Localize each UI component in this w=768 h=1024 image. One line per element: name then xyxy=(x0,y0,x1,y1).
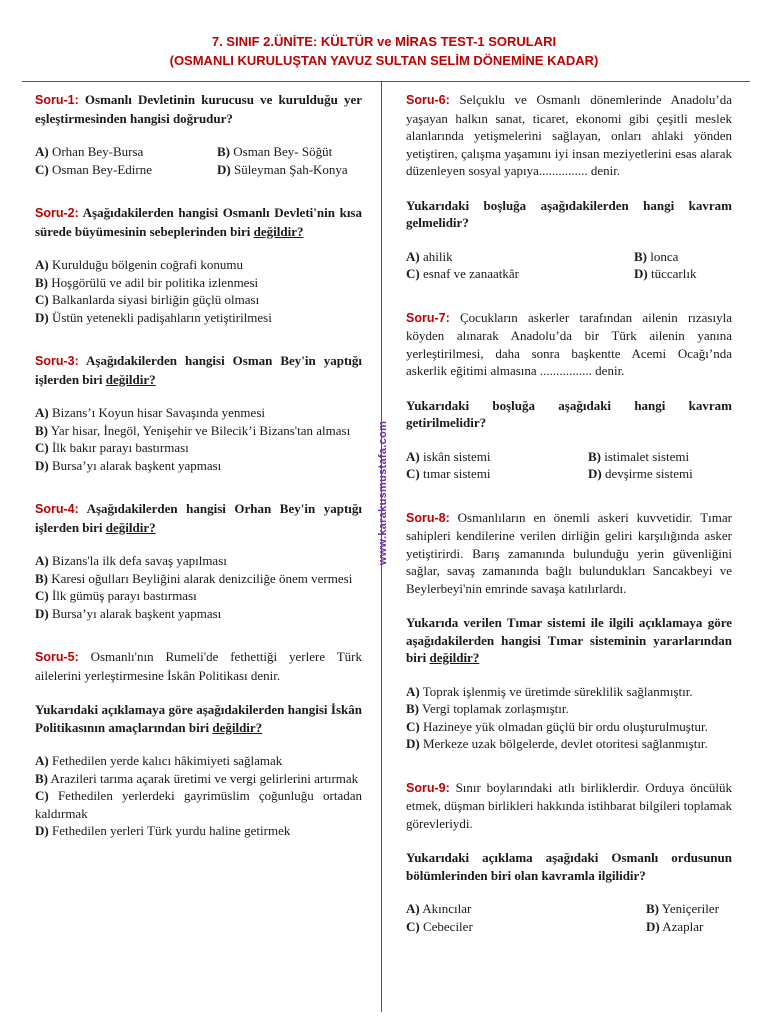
option-text: Azaplar xyxy=(659,918,704,934)
question-label: Soru-6: xyxy=(406,93,450,107)
option-text: Osman Bey-Edirne xyxy=(48,161,152,177)
option-c[interactable] xyxy=(35,439,362,457)
question-prompt: Yukarıda verilen Tımar sistemi ile ilgili açıklamaya göre aşağıdakilerden hangisi Tımar sisteminin yararlarından biri xyxy=(406,615,732,665)
option-letter: B) xyxy=(634,248,647,264)
option-text: Kurulduğu bölgenin coğrafi konumu xyxy=(48,257,243,272)
option-text: Fethedilen yerde kalıcı hâkimiyeti sağlamak xyxy=(48,753,283,768)
option-text: Balkanlarda siyasi birliğin güçlü olması xyxy=(48,292,260,307)
right-column xyxy=(406,91,732,945)
option-letter: B) xyxy=(646,901,659,916)
option-text: Arazileri tarıma açarak üretimi ve vergi gelirlerini artırmak xyxy=(48,770,359,786)
question-1-text xyxy=(35,91,362,127)
question-9-text xyxy=(406,779,732,833)
watermark-text: www.karakusmustafa.com xyxy=(377,420,390,565)
option-a[interactable] xyxy=(406,448,588,466)
option-letter: C) xyxy=(35,161,49,177)
option-letter: A) xyxy=(35,753,49,768)
option-text: Bizans’ı Koyun hisar Savaşında yenmesi xyxy=(48,405,265,420)
option-b[interactable] xyxy=(588,448,732,466)
option-text: Toprak işlenmiş ve üretimde süreklilik sağlanmıştır. xyxy=(419,683,693,699)
option-letter: D) xyxy=(646,918,660,934)
option-c[interactable] xyxy=(35,161,217,179)
option-b[interactable] xyxy=(646,900,732,918)
answer-options xyxy=(35,143,362,178)
option-letter: D) xyxy=(588,466,602,481)
option-text: İlk gümüş parayı bastırması xyxy=(48,588,197,603)
question-label: Soru-7: xyxy=(406,310,450,325)
option-d[interactable] xyxy=(35,605,362,623)
option-a[interactable] xyxy=(406,683,732,701)
option-text: Bizans'la ilk defa savaş yapılması xyxy=(48,553,227,568)
option-letter: A) xyxy=(35,144,49,159)
option-text: Merkeze uzak bölgelerde, devlet otoritesi sağlanmıştır. xyxy=(419,736,708,751)
option-letter: A) xyxy=(406,901,420,916)
option-letter: B) xyxy=(35,570,48,586)
question-6 xyxy=(406,91,732,283)
answer-options xyxy=(406,683,732,753)
question-stem: Osmanlı Devletinin kurucusu ve kurulduğu yer eşleştirmesinden hangisi doğrudur? xyxy=(35,92,362,126)
option-text: devşirme sistemi xyxy=(601,466,693,481)
option-letter: B) xyxy=(35,422,48,438)
option-letter: A) xyxy=(406,248,420,264)
option-letter: D) xyxy=(35,605,49,621)
question-8 xyxy=(406,509,732,753)
option-letter: A) xyxy=(406,683,420,699)
question-prompt: Yukarıdaki açıklamaya göre aşağıdakilerden hangisi İskân Politikasının amaçlarından biri xyxy=(35,702,362,735)
option-d[interactable] xyxy=(35,457,362,475)
option-letter: A) xyxy=(35,553,49,568)
page-subtitle: (OSMANLI KURULUŞTAN YAVUZ SULTAN SELİM DÖNEMİNE KADAR) xyxy=(169,53,599,68)
option-letter: D) xyxy=(35,457,49,473)
question-5-prompt xyxy=(35,701,362,736)
option-text: Hazineye yük olmadan güçlü bir ordu oluşturulmuştur. xyxy=(419,718,708,734)
option-text: Karesi oğulları Beyliğini alarak denizciliğe önem vermesi xyxy=(48,570,353,586)
question-label: Soru-9: xyxy=(406,780,450,795)
option-c[interactable] xyxy=(35,787,362,822)
option-letter: C) xyxy=(406,466,420,481)
option-a[interactable] xyxy=(35,143,217,161)
option-c[interactable] xyxy=(35,587,362,605)
option-text: Süleyman Şah-Konya xyxy=(230,161,348,177)
question-stem: Aşağıdakilerden hangisi Orhan Bey'in yaptığı işlerden biri xyxy=(35,501,362,535)
option-text: tüccarlık xyxy=(647,266,697,281)
answer-options xyxy=(406,248,732,283)
option-text: Üstün yetenekli padişahların yetiştirilmesi xyxy=(48,309,272,325)
answer-options xyxy=(35,404,362,474)
option-c[interactable] xyxy=(406,265,634,283)
question-6-text xyxy=(406,91,732,180)
option-b[interactable] xyxy=(217,143,362,161)
option-c[interactable] xyxy=(35,291,362,309)
option-b[interactable] xyxy=(35,274,362,292)
option-letter: C) xyxy=(406,918,420,934)
option-text: Yeniçeriler xyxy=(659,901,719,916)
header-divider xyxy=(22,81,750,82)
option-a[interactable] xyxy=(406,248,634,266)
option-c[interactable] xyxy=(406,918,646,936)
question-stem: Çocukların askerler tarafından ailenin rızasıyla köyden alınarak Anadolu’da bir Türk ailenin yanına yerleştirilmesi, daha sonra başkentte Acemi Ocağı’nda askerlik eğitimi almasına ................ denir. xyxy=(406,309,732,378)
option-b[interactable] xyxy=(35,422,362,440)
option-a[interactable] xyxy=(406,900,646,918)
answer-options xyxy=(35,752,362,840)
option-letter: A) xyxy=(406,448,420,464)
question-7-text xyxy=(406,309,732,380)
option-letter: C) xyxy=(406,266,420,281)
negation-keyword: değildir? xyxy=(212,719,263,735)
option-text: Akıncılar xyxy=(419,901,472,916)
option-b[interactable] xyxy=(35,570,362,588)
question-5-text xyxy=(35,648,362,684)
question-3 xyxy=(35,352,362,474)
question-label: Soru-1: xyxy=(35,93,79,107)
option-letter: D) xyxy=(406,736,420,751)
negation-keyword: değildir? xyxy=(105,371,156,387)
option-d[interactable] xyxy=(646,918,732,936)
option-letter: A) xyxy=(35,405,49,420)
option-letter: B) xyxy=(588,448,601,464)
question-label: Soru-3: xyxy=(35,354,79,368)
option-text: Hoşgörülü ve adil bir politika izlenmesi xyxy=(48,274,259,290)
answer-options xyxy=(406,900,732,935)
question-4 xyxy=(35,500,362,622)
option-letter: A) xyxy=(35,257,49,272)
option-b[interactable] xyxy=(406,700,732,718)
negation-keyword: değildir? xyxy=(105,519,156,535)
page-title: 7. SINIF 2.ÜNİTE: KÜLTÜR ve MİRAS TEST-1 SORULARI xyxy=(211,34,557,49)
question-label: Soru-8: xyxy=(406,510,450,525)
option-a[interactable] xyxy=(35,552,362,570)
question-1 xyxy=(35,91,362,178)
question-stem: Aşağıdakilerden hangisi Osman Bey'in yaptığı işlerden biri xyxy=(35,353,362,387)
option-d[interactable] xyxy=(35,822,362,840)
question-7 xyxy=(406,309,732,483)
option-letter: C) xyxy=(35,588,49,603)
option-b[interactable] xyxy=(634,248,732,266)
option-a[interactable] xyxy=(35,752,362,770)
option-letter: C) xyxy=(35,788,49,803)
option-letter: B) xyxy=(35,274,48,290)
option-letter: C) xyxy=(35,292,49,307)
question-label: Soru-4: xyxy=(35,502,79,516)
question-stem: Osmanlı'nın Rumeli'de fethettiği yerlere Türk ailelerini yerleştirmesine İskân Politikası denir. xyxy=(35,649,362,683)
question-9 xyxy=(406,779,732,936)
option-text: İlk bakır parayı bastırması xyxy=(48,440,189,455)
question-8-text xyxy=(406,509,732,598)
option-letter: C) xyxy=(35,440,49,455)
question-2-text xyxy=(35,204,362,240)
option-text: Fethedilen yerlerdeki gayrimüslim çoğunluğu ortadan kaldırmak xyxy=(35,788,362,821)
negation-keyword: değildir? xyxy=(253,223,304,239)
option-letter: B) xyxy=(35,770,48,786)
option-text: ahilik xyxy=(419,248,453,264)
option-d[interactable] xyxy=(406,735,732,753)
question-7-prompt: Yukarıdaki boşluğa aşağıdaki hangi kavram getirilmelidir? xyxy=(406,397,732,430)
option-letter: B) xyxy=(406,701,419,716)
option-text: Fethedilen yerleri Türk yurdu haline getirmek xyxy=(48,823,291,838)
option-text: Orhan Bey-Bursa xyxy=(48,144,144,159)
question-6-prompt: Yukarıdaki boşluğa aşağıdakilerden hangi kavram gelmelidir? xyxy=(406,197,732,230)
option-text: Cebeciler xyxy=(419,918,473,934)
option-d[interactable] xyxy=(35,309,362,327)
option-b[interactable] xyxy=(35,770,362,788)
option-a[interactable] xyxy=(35,404,362,422)
option-letter: D) xyxy=(35,823,49,838)
option-text: Vergi toplamak zorlaşmıştır. xyxy=(419,701,569,716)
option-text: Yar hisar, İnegöl, Yenişehir ve Bilecik’i Bizans'tan alması xyxy=(48,422,351,438)
option-a[interactable] xyxy=(35,256,362,274)
question-5 xyxy=(35,648,362,840)
question-label: Soru-5: xyxy=(35,650,79,664)
question-stem: Osmanlıların en önemli askeri kuvvetidir. Tımar sahipleri kendilerine verilen dirliğin geliri karşılığında asker yetiştirirdi. Barış zamanında bulunduğu yerin güvenliğini sağlar, savaş zamanında bağlı bulundukları Sancakbeyi ve Beylerbeyi'nin emrinde savaşa katılırlardı. xyxy=(406,509,732,596)
negation-keyword: değildir? xyxy=(429,650,480,665)
question-4-text xyxy=(35,500,362,536)
option-text: Osman Bey- Söğüt xyxy=(230,144,333,159)
option-letter: B) xyxy=(217,144,230,159)
answer-options xyxy=(406,448,732,483)
option-d[interactable] xyxy=(634,265,732,283)
question-9-prompt: Yukarıdaki açıklama aşağıdaki Osmanlı ordusunun bölümlerinden biri olan kavramla ilgilidir? xyxy=(406,850,732,883)
question-stem: Selçuklu ve Osmanlı dönemlerinde Anadolu’da yaşayan halkın sanat, ticaret, ekonomi gibi çeşitli meslek alanlarında yetişmelerini sağlayan, onları ahlaki yönden yetiştiren, çalışma yaşamını iyi insan meziyetlerini esas alarak düzenleyen sosyal yapıya............... denir. xyxy=(406,92,732,178)
answer-options xyxy=(35,552,362,622)
question-8-prompt xyxy=(406,614,732,667)
answer-options xyxy=(35,256,362,326)
option-text: tımar sistemi xyxy=(419,466,491,481)
option-letter: D) xyxy=(217,161,231,177)
question-3-text xyxy=(35,352,362,388)
watermark xyxy=(373,405,393,580)
question-2 xyxy=(35,204,362,326)
option-text: esnaf ve zanaatkâr xyxy=(419,266,519,281)
question-stem: Sınır boylarındaki atlı birliklerdir. Orduya öncülük etmek, düşman birlikleri hakkında istihbarat bilgileri toplamak görevleriydi. xyxy=(406,779,733,831)
option-letter: C) xyxy=(406,718,420,734)
option-text: iskân sistemi xyxy=(419,448,491,464)
option-d[interactable] xyxy=(588,465,732,483)
option-text: Bursa’yı alarak başkent yapması xyxy=(48,457,222,473)
option-c[interactable] xyxy=(406,718,732,736)
option-text: istimalet sistemi xyxy=(601,448,690,464)
option-letter: D) xyxy=(634,266,648,281)
option-text: lonca xyxy=(647,248,679,264)
option-letter: D) xyxy=(35,309,49,325)
question-label: Soru-2: xyxy=(35,206,79,220)
option-c[interactable] xyxy=(406,465,588,483)
question-stem: Aşağıdakilerden hangisi Osmanlı Devleti'nin kısa sürede büyümesinin sebeplerinden biri xyxy=(35,205,362,239)
option-text: Bursa’yı alarak başkent yapması xyxy=(48,605,222,621)
option-d[interactable] xyxy=(217,161,362,179)
left-column xyxy=(35,91,362,850)
